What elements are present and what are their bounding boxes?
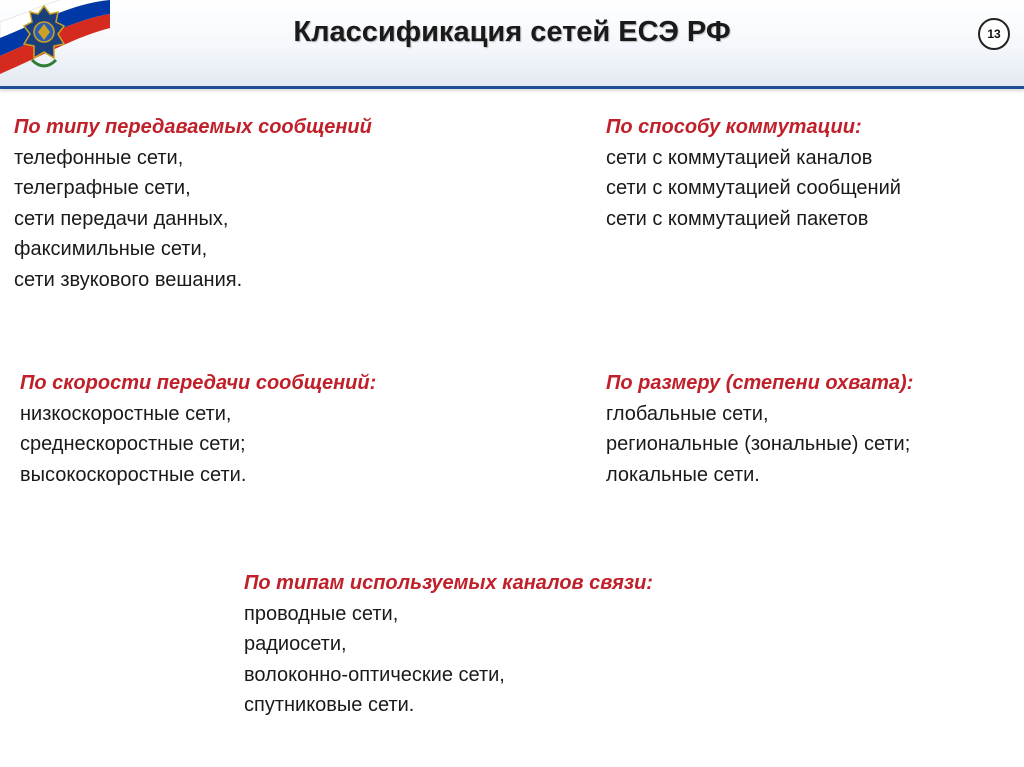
section-coverage-size [606,368,913,490]
list-item: низкоскоростные сети, [20,402,232,425]
section-heading: По способу коммутации: [606,116,862,138]
list-item: высокоскоростные сети. [20,463,247,486]
section-channel-types [244,568,653,721]
list-item: сети с коммутацией каналов [606,146,873,169]
list-item: сети звукового вешания. [14,268,243,291]
section-transmission-speed [20,368,376,490]
list-item: радиосети, [244,633,347,655]
list-item: телефонные сети, [14,146,184,169]
list-item: телеграфные сети, [14,177,191,199]
list-item: проводные сети, [244,602,399,625]
section-heading: По скорости передачи сообщений: [20,372,377,394]
section-heading: По типам используемых каналов связи: [244,572,653,594]
list-item: среднескоростные сети; [20,433,246,455]
section-heading: По размеру (степени охвата): [606,372,914,394]
list-item: локальные сети. [606,463,760,486]
list-item: сети с коммутацией пакетов [606,207,869,230]
list-item: волоконно-оптические сети, [244,663,505,686]
section-heading: По типу передаваемых сообщений [14,116,372,138]
page-number-badge: 13 [978,18,1010,50]
list-item: сети передачи данных, [14,207,229,230]
section-message-type [14,112,372,295]
section-switching-method [606,112,901,234]
list-item: факсимильные сети, [14,238,208,260]
list-item: глобальные сети, [606,402,769,425]
page-title: Классификация сетей ЕСЭ РФ [293,16,731,48]
list-item: сети с коммутацией сообщений [606,177,901,199]
list-item: спутниковые сети. [244,694,415,716]
slide-header [0,0,1024,89]
list-item: региональные (зональные) сети; [606,433,911,455]
